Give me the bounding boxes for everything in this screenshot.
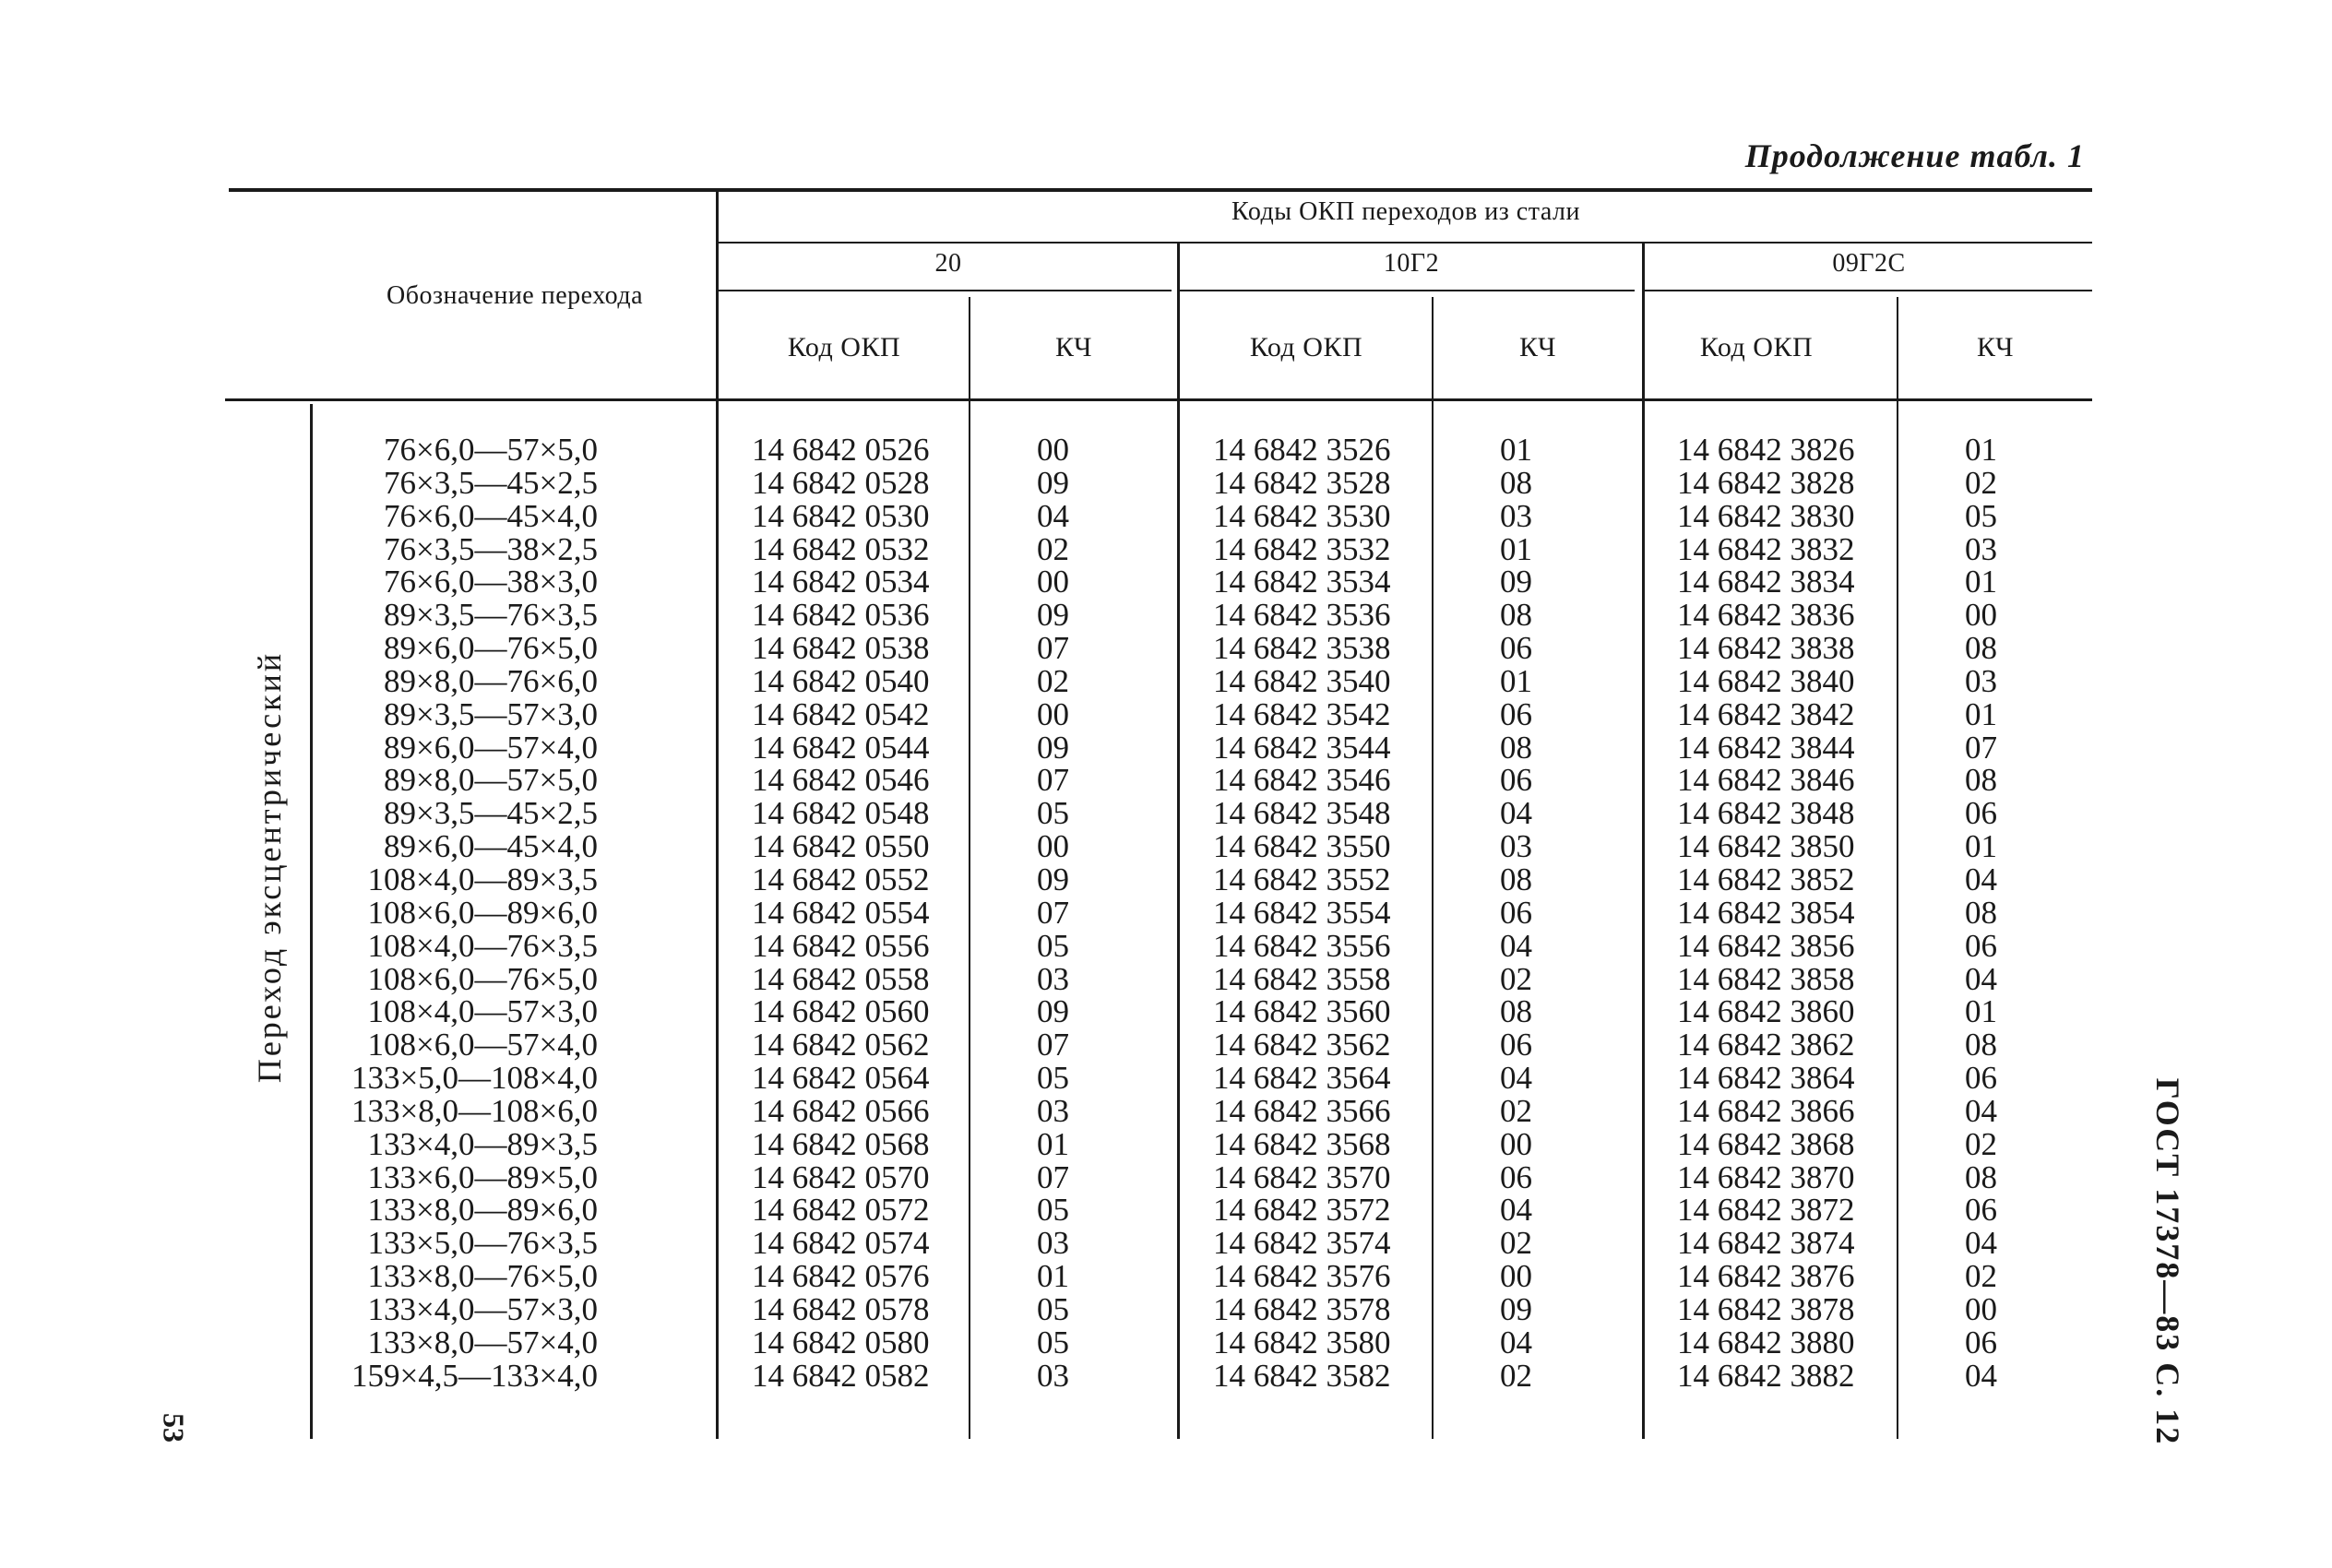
table-row <box>0 434 2332 467</box>
kch-cell-09g2s: 08 <box>1965 762 1997 799</box>
designation-cell: 133×5,0—76×3,5 <box>367 1225 598 1262</box>
kch-cell-09g2s: 06 <box>1965 927 1997 964</box>
table-row <box>0 927 2332 964</box>
okp-code-cell-20: 14 6842 0580 <box>752 1324 930 1360</box>
designation-cell: 133×8,0—57×4,0 <box>367 1324 598 1360</box>
kch-cell-10g2: 04 <box>1500 1324 1532 1360</box>
designation-cell: 89×8,0—76×6,0 <box>384 662 598 699</box>
okp-code-cell-10g2: 14 6842 3568 <box>1213 1125 1391 1162</box>
okp-code-cell-20: 14 6842 0572 <box>752 1192 930 1229</box>
kch-cell-10g2: 08 <box>1500 729 1532 766</box>
okp-code-cell-09g2s: 14 6842 3878 <box>1677 1290 1855 1327</box>
kch-col-header-10g2: КЧ <box>1518 332 1557 362</box>
table-row <box>0 731 2332 765</box>
kch-cell-09g2s: 06 <box>1965 795 1997 832</box>
kch-cell-10g2: 09 <box>1500 1290 1532 1327</box>
kch-cell-09g2s: 02 <box>1965 1125 1997 1162</box>
designation-cell: 89×3,5—45×2,5 <box>384 795 598 832</box>
kch-cell-20: 09 <box>1037 464 1069 501</box>
table-row <box>0 1062 2332 1095</box>
designation-cell: 108×6,0—76×5,0 <box>367 960 598 997</box>
okp-code-cell-09g2s: 14 6842 3842 <box>1677 695 1855 732</box>
steel-header-10g2: 10Г2 <box>1383 249 1440 278</box>
designation-cell: 108×6,0—89×6,0 <box>367 894 598 931</box>
kch-cell-20: 07 <box>1037 894 1069 931</box>
okp-code-cell-10g2: 14 6842 3556 <box>1213 927 1391 964</box>
okp-code-cell-10g2: 14 6842 3578 <box>1213 1290 1391 1327</box>
kch-cell-20: 07 <box>1037 1027 1069 1063</box>
kch-cell-10g2: 04 <box>1500 1192 1532 1229</box>
kch-cell-09g2s: 01 <box>1965 828 1997 865</box>
okp-code-cell-10g2: 14 6842 3574 <box>1213 1225 1391 1262</box>
table-row <box>0 960 2332 997</box>
okp-code-cell-09g2s: 14 6842 3828 <box>1677 464 1855 501</box>
code-col-header-20: Код ОКП <box>787 332 901 362</box>
okp-code-cell-10g2: 14 6842 3528 <box>1213 464 1391 501</box>
okp-code-cell-10g2: 14 6842 3562 <box>1213 1027 1391 1063</box>
steel-rule-10g2 <box>1179 290 1635 291</box>
kch-cell-10g2: 03 <box>1500 828 1532 865</box>
designation-cell: 133×8,0—76×5,0 <box>367 1258 598 1295</box>
kch-cell-20: 02 <box>1037 662 1069 699</box>
table-row <box>0 797 2332 830</box>
okp-code-cell-10g2: 14 6842 3560 <box>1213 993 1391 1030</box>
kch-cell-09g2s: 00 <box>1965 597 1997 634</box>
okp-code-cell-20: 14 6842 0576 <box>752 1258 930 1295</box>
kch-cell-10g2: 09 <box>1500 564 1532 600</box>
okp-code-cell-09g2s: 14 6842 3870 <box>1677 1158 1855 1195</box>
okp-code-cell-09g2s: 14 6842 3858 <box>1677 960 1855 997</box>
okp-code-cell-20: 14 6842 0530 <box>752 497 930 534</box>
okp-code-cell-20: 14 6842 0566 <box>752 1092 930 1129</box>
okp-code-cell-10g2: 14 6842 3526 <box>1213 432 1391 468</box>
kch-cell-20: 09 <box>1037 729 1069 766</box>
kch-col-header-09g2s: КЧ <box>1976 332 2015 362</box>
okp-code-cell-09g2s: 14 6842 3862 <box>1677 1027 1855 1063</box>
kch-cell-20: 02 <box>1037 530 1069 567</box>
table-row <box>0 995 2332 1028</box>
designation-cell: 108×4,0—57×3,0 <box>367 993 598 1030</box>
kch-cell-10g2: 06 <box>1500 630 1532 667</box>
table-row <box>0 662 2332 699</box>
designation-cell: 133×6,0—89×5,0 <box>367 1158 598 1195</box>
okp-code-cell-10g2: 14 6842 3546 <box>1213 762 1391 799</box>
kch-cell-09g2s: 00 <box>1965 1290 1997 1327</box>
table-row <box>0 1028 2332 1062</box>
okp-code-cell-10g2: 14 6842 3576 <box>1213 1258 1391 1295</box>
okp-code-cell-09g2s: 14 6842 3846 <box>1677 762 1855 799</box>
okp-code-cell-20: 14 6842 0528 <box>752 464 930 501</box>
okp-group-rule <box>716 242 2092 244</box>
kch-cell-20: 03 <box>1037 960 1069 997</box>
kch-cell-09g2s: 01 <box>1965 695 1997 732</box>
okp-code-cell-09g2s: 14 6842 3850 <box>1677 828 1855 865</box>
okp-code-cell-20: 14 6842 0552 <box>752 861 930 897</box>
kch-cell-20: 04 <box>1037 497 1069 534</box>
kch-cell-20: 09 <box>1037 993 1069 1030</box>
kch-cell-09g2s: 01 <box>1965 993 1997 1030</box>
kch-cell-20: 03 <box>1037 1357 1069 1394</box>
kch-cell-20: 05 <box>1037 1060 1069 1097</box>
okp-code-cell-09g2s: 14 6842 3832 <box>1677 530 1855 567</box>
okp-code-cell-20: 14 6842 0582 <box>752 1357 930 1394</box>
table-row <box>0 530 2332 567</box>
kch-cell-10g2: 01 <box>1500 432 1532 468</box>
designation-cell: 108×4,0—89×3,5 <box>367 861 598 897</box>
table-row <box>0 1227 2332 1260</box>
okp-code-cell-09g2s: 14 6842 3840 <box>1677 662 1855 699</box>
okp-group-header: Коды ОКП переходов из стали <box>1231 197 1580 226</box>
kch-cell-09g2s: 08 <box>1965 1027 1997 1063</box>
okp-code-cell-20: 14 6842 0532 <box>752 530 930 567</box>
okp-code-cell-10g2: 14 6842 3532 <box>1213 530 1391 567</box>
kch-cell-09g2s: 01 <box>1965 564 1997 600</box>
okp-code-cell-20: 14 6842 0578 <box>752 1290 930 1327</box>
okp-code-cell-20: 14 6842 0562 <box>752 1027 930 1063</box>
designation-cell: 108×6,0—57×4,0 <box>367 1027 598 1063</box>
okp-code-cell-20: 14 6842 0540 <box>752 662 930 699</box>
okp-code-cell-10g2: 14 6842 3582 <box>1213 1357 1391 1394</box>
okp-code-cell-10g2: 14 6842 3550 <box>1213 828 1391 865</box>
okp-code-cell-20: 14 6842 0554 <box>752 894 930 931</box>
okp-code-cell-10g2: 14 6842 3566 <box>1213 1092 1391 1129</box>
designation-cell: 76×6,0—45×4,0 <box>384 497 598 534</box>
standard-label: ГОСТ 17378—83 С. 12 <box>2149 1077 2186 1446</box>
designation-cell: 76×3,5—38×2,5 <box>384 530 598 567</box>
kch-cell-09g2s: 03 <box>1965 662 1997 699</box>
kch-cell-20: 05 <box>1037 1290 1069 1327</box>
okp-code-cell-10g2: 14 6842 3570 <box>1213 1158 1391 1195</box>
kch-cell-20: 00 <box>1037 564 1069 600</box>
okp-code-cell-09g2s: 14 6842 3864 <box>1677 1060 1855 1097</box>
kch-cell-10g2: 08 <box>1500 861 1532 897</box>
okp-code-cell-09g2s: 14 6842 3882 <box>1677 1357 1855 1394</box>
kch-cell-10g2: 08 <box>1500 464 1532 501</box>
okp-code-cell-09g2s: 14 6842 3854 <box>1677 894 1855 931</box>
designation-cell: 89×8,0—57×5,0 <box>384 762 598 799</box>
okp-code-cell-20: 14 6842 0536 <box>752 597 930 634</box>
designation-cell: 159×4,5—133×4,0 <box>351 1357 598 1394</box>
kch-cell-20: 07 <box>1037 630 1069 667</box>
kch-cell-09g2s: 05 <box>1965 497 1997 534</box>
kch-cell-10g2: 01 <box>1500 530 1532 567</box>
kch-cell-09g2s: 07 <box>1965 729 1997 766</box>
kch-cell-10g2: 01 <box>1500 662 1532 699</box>
kch-cell-20: 01 <box>1037 1258 1069 1295</box>
designation-header: Обозначение перехода <box>387 281 643 310</box>
okp-code-cell-09g2s: 14 6842 3836 <box>1677 597 1855 634</box>
kch-cell-09g2s: 04 <box>1965 960 1997 997</box>
kch-cell-20: 00 <box>1037 432 1069 468</box>
designation-cell: 76×6,0—57×5,0 <box>384 432 598 468</box>
code-col-header-10g2: Код ОКП <box>1249 332 1363 362</box>
okp-code-cell-20: 14 6842 0544 <box>752 729 930 766</box>
designation-cell: 89×6,0—57×4,0 <box>384 729 598 766</box>
kch-cell-09g2s: 02 <box>1965 1258 1997 1295</box>
okp-code-cell-09g2s: 14 6842 3874 <box>1677 1225 1855 1262</box>
designation-cell: 133×5,0—108×4,0 <box>351 1060 598 1097</box>
okp-code-cell-20: 14 6842 0556 <box>752 927 930 964</box>
kch-cell-10g2: 06 <box>1500 695 1532 732</box>
kch-cell-10g2: 06 <box>1500 762 1532 799</box>
okp-code-cell-20: 14 6842 0548 <box>752 795 930 832</box>
table-row <box>0 830 2332 863</box>
table-row <box>0 1194 2332 1227</box>
okp-code-cell-10g2: 14 6842 3542 <box>1213 695 1391 732</box>
kch-cell-10g2: 04 <box>1500 927 1532 964</box>
okp-code-cell-09g2s: 14 6842 3876 <box>1677 1258 1855 1295</box>
kch-cell-20: 01 <box>1037 1125 1069 1162</box>
okp-code-cell-20: 14 6842 0542 <box>752 695 930 732</box>
okp-code-cell-20: 14 6842 0570 <box>752 1158 930 1195</box>
okp-code-cell-09g2s: 14 6842 3834 <box>1677 564 1855 600</box>
designation-cell: 76×3,5—45×2,5 <box>384 464 598 501</box>
kch-cell-20: 00 <box>1037 828 1069 865</box>
page-number: 53 <box>157 1413 191 1443</box>
designation-cell: 76×6,0—38×3,0 <box>384 564 598 600</box>
kch-cell-20: 03 <box>1037 1092 1069 1129</box>
table-row <box>0 1158 2332 1195</box>
kch-cell-10g2: 06 <box>1500 1158 1532 1195</box>
kch-cell-09g2s: 02 <box>1965 464 1997 501</box>
okp-code-cell-20: 14 6842 0560 <box>752 993 930 1030</box>
kch-cell-09g2s: 04 <box>1965 861 1997 897</box>
kch-cell-09g2s: 06 <box>1965 1060 1997 1097</box>
kch-cell-20: 05 <box>1037 795 1069 832</box>
kch-cell-09g2s: 01 <box>1965 432 1997 468</box>
kch-cell-20: 00 <box>1037 695 1069 732</box>
designation-cell: 133×4,0—89×3,5 <box>367 1125 598 1162</box>
table-row <box>0 1326 2332 1360</box>
kch-cell-10g2: 02 <box>1500 960 1532 997</box>
kch-cell-10g2: 06 <box>1500 894 1532 931</box>
okp-code-cell-10g2: 14 6842 3538 <box>1213 630 1391 667</box>
kch-cell-10g2: 06 <box>1500 1027 1532 1063</box>
okp-code-cell-09g2s: 14 6842 3868 <box>1677 1125 1855 1162</box>
kch-cell-20: 05 <box>1037 1192 1069 1229</box>
okp-code-cell-09g2s: 14 6842 3852 <box>1677 861 1855 897</box>
table-row <box>0 464 2332 501</box>
okp-code-cell-20: 14 6842 0534 <box>752 564 930 600</box>
table-row <box>0 695 2332 732</box>
okp-code-cell-10g2: 14 6842 3534 <box>1213 564 1391 600</box>
designation-cell: 89×6,0—45×4,0 <box>384 828 598 865</box>
okp-code-cell-09g2s: 14 6842 3830 <box>1677 497 1855 534</box>
table-row <box>0 632 2332 665</box>
designation-cell: 89×6,0—76×5,0 <box>384 630 598 667</box>
kch-cell-10g2: 03 <box>1500 497 1532 534</box>
okp-code-cell-20: 14 6842 0574 <box>752 1225 930 1262</box>
designation-cell: 89×3,5—57×3,0 <box>384 695 598 732</box>
okp-code-cell-09g2s: 14 6842 3860 <box>1677 993 1855 1030</box>
okp-code-cell-09g2s: 14 6842 3826 <box>1677 432 1855 468</box>
okp-code-cell-09g2s: 14 6842 3844 <box>1677 729 1855 766</box>
kch-cell-20: 03 <box>1037 1225 1069 1262</box>
kch-cell-20: 09 <box>1037 861 1069 897</box>
table-row <box>0 565 2332 599</box>
table-top-rule <box>229 188 2092 192</box>
kch-cell-09g2s: 04 <box>1965 1357 1997 1394</box>
kch-cell-09g2s: 08 <box>1965 894 1997 931</box>
steel-header-20: 20 <box>934 249 962 278</box>
kch-cell-20: 09 <box>1037 597 1069 634</box>
kch-cell-10g2: 00 <box>1500 1258 1532 1295</box>
kch-cell-20: 07 <box>1037 1158 1069 1195</box>
kch-cell-09g2s: 03 <box>1965 530 1997 567</box>
kch-cell-09g2s: 08 <box>1965 1158 1997 1195</box>
steel-header-09g2s: 09Г2С <box>1832 249 1906 278</box>
kch-cell-09g2s: 06 <box>1965 1324 1997 1360</box>
designation-cell: 133×8,0—108×6,0 <box>351 1092 598 1129</box>
designation-cell: 89×3,5—76×3,5 <box>384 597 598 634</box>
okp-code-cell-20: 14 6842 0526 <box>752 432 930 468</box>
kch-cell-10g2: 04 <box>1500 1060 1532 1097</box>
steel-rule-20 <box>716 290 1172 291</box>
okp-code-cell-09g2s: 14 6842 3872 <box>1677 1192 1855 1229</box>
okp-code-cell-10g2: 14 6842 3554 <box>1213 894 1391 931</box>
kch-cell-10g2: 02 <box>1500 1357 1532 1394</box>
table-row <box>0 1290 2332 1327</box>
kch-col-header-20: КЧ <box>1054 332 1093 362</box>
okp-code-cell-10g2: 14 6842 3572 <box>1213 1192 1391 1229</box>
steel-rule-09g2s <box>1644 290 2092 291</box>
table-row <box>0 497 2332 534</box>
table-row <box>0 1092 2332 1129</box>
okp-code-cell-09g2s: 14 6842 3856 <box>1677 927 1855 964</box>
okp-code-cell-10g2: 14 6842 3552 <box>1213 861 1391 897</box>
kch-cell-10g2: 02 <box>1500 1225 1532 1262</box>
okp-code-cell-20: 14 6842 0538 <box>752 630 930 667</box>
kch-cell-20: 05 <box>1037 1324 1069 1360</box>
table-row <box>0 1357 2332 1394</box>
okp-code-cell-09g2s: 14 6842 3838 <box>1677 630 1855 667</box>
kch-cell-20: 07 <box>1037 762 1069 799</box>
continuation-title: Продолжение табл. 1 <box>1744 137 2085 174</box>
okp-code-cell-10g2: 14 6842 3544 <box>1213 729 1391 766</box>
kch-cell-10g2: 08 <box>1500 597 1532 634</box>
table-row <box>0 894 2332 931</box>
okp-code-cell-09g2s: 14 6842 3848 <box>1677 795 1855 832</box>
table-row <box>0 764 2332 797</box>
kch-cell-09g2s: 04 <box>1965 1225 1997 1262</box>
designation-cell: 133×8,0—89×6,0 <box>367 1192 598 1229</box>
kch-cell-09g2s: 04 <box>1965 1092 1997 1129</box>
table-row <box>0 1125 2332 1162</box>
header-bottom-rule <box>225 398 2092 401</box>
okp-code-cell-10g2: 14 6842 3564 <box>1213 1060 1391 1097</box>
okp-code-cell-10g2: 14 6842 3536 <box>1213 597 1391 634</box>
sidebar-label: Переход эксцентрический <box>251 650 288 1084</box>
okp-code-cell-09g2s: 14 6842 3880 <box>1677 1324 1855 1360</box>
kch-cell-10g2: 02 <box>1500 1092 1532 1129</box>
kch-cell-09g2s: 06 <box>1965 1192 1997 1229</box>
table-body <box>0 434 2332 1392</box>
table-row <box>0 863 2332 897</box>
kch-cell-10g2: 04 <box>1500 795 1532 832</box>
kch-cell-10g2: 00 <box>1500 1125 1532 1162</box>
okp-code-cell-10g2: 14 6842 3548 <box>1213 795 1391 832</box>
table-row <box>0 1260 2332 1293</box>
code-col-header-09g2s: Код ОКП <box>1699 332 1814 362</box>
okp-code-cell-10g2: 14 6842 3530 <box>1213 497 1391 534</box>
kch-cell-10g2: 08 <box>1500 993 1532 1030</box>
designation-cell: 108×4,0—76×3,5 <box>367 927 598 964</box>
kch-cell-09g2s: 08 <box>1965 630 1997 667</box>
okp-code-cell-20: 14 6842 0550 <box>752 828 930 865</box>
okp-code-cell-20: 14 6842 0558 <box>752 960 930 997</box>
okp-code-cell-09g2s: 14 6842 3866 <box>1677 1092 1855 1129</box>
kch-cell-20: 05 <box>1037 927 1069 964</box>
okp-code-cell-20: 14 6842 0546 <box>752 762 930 799</box>
table-row <box>0 599 2332 632</box>
okp-code-cell-10g2: 14 6842 3580 <box>1213 1324 1391 1360</box>
okp-code-cell-10g2: 14 6842 3540 <box>1213 662 1391 699</box>
okp-code-cell-20: 14 6842 0564 <box>752 1060 930 1097</box>
designation-cell: 133×4,0—57×3,0 <box>367 1290 598 1327</box>
okp-code-cell-10g2: 14 6842 3558 <box>1213 960 1391 997</box>
okp-code-cell-20: 14 6842 0568 <box>752 1125 930 1162</box>
